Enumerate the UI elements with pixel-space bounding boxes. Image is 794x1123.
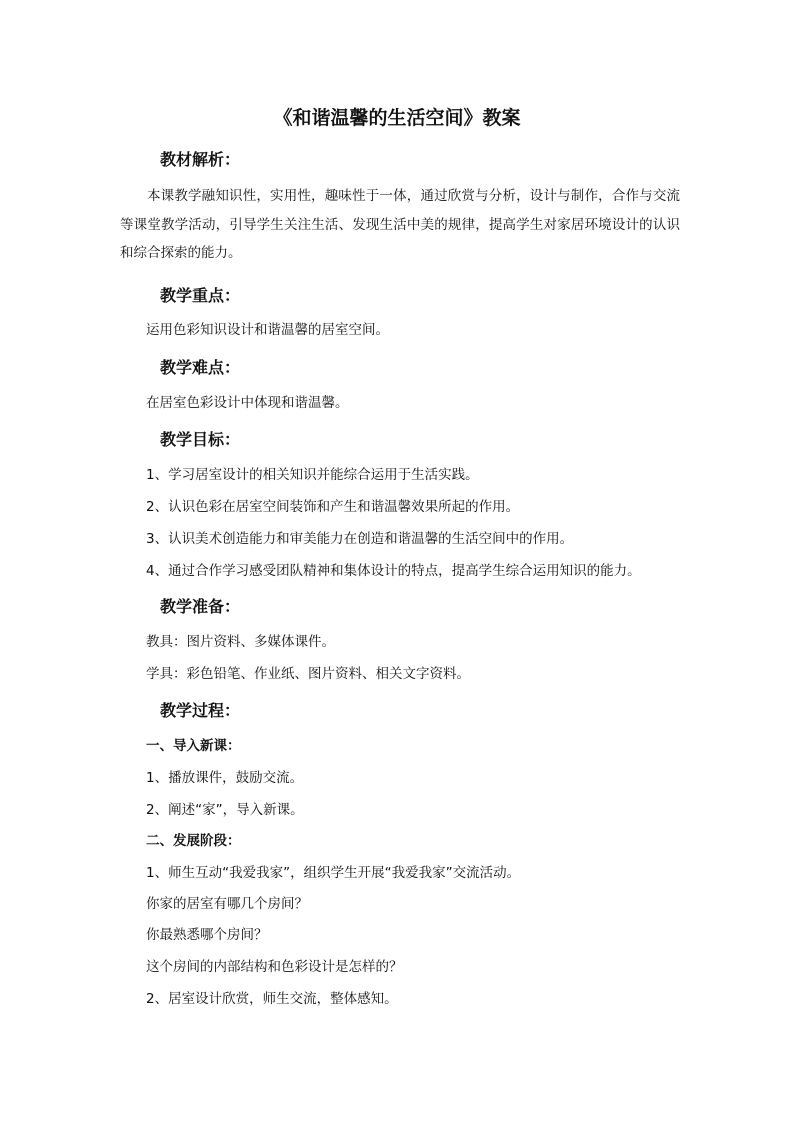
analysis-paragraph: 本课教学融知识性，实用性，趣味性于一体，通过欣赏与分析，设计与制作，合作与交流等课堂教学活动，引导学生关注生活、发现生活中美的规律，提高学生对家居环境设计的认识和综合探索的能力。 — [120, 188, 680, 261]
teacher-tools: 教具：图片资料、多媒体课件。 — [146, 634, 335, 650]
document-title: 《和谐温馨的生活空间》教案 — [273, 107, 521, 129]
section-title: 二、发展阶段： — [146, 833, 241, 849]
process-item: 1、播放课件，鼓励交流。 — [146, 770, 304, 786]
difficulty-text: 在居室色彩设计中体现和谐温馨。 — [146, 395, 349, 411]
preparation-heading: 教学准备： — [160, 597, 241, 616]
process-item: 2、居室设计欣赏，师生交流，整体感知。 — [146, 991, 398, 1007]
student-tools: 学具：彩色铅笔、作业纸、图片资料、相关文字资料。 — [146, 666, 470, 682]
key-point-heading: 教学重点： — [160, 286, 241, 305]
objective-item: 3、认识美术创造能力和审美能力在创造和谐温馨的生活空间中的作用。 — [146, 531, 574, 547]
analysis-heading: 教材解析： — [160, 150, 241, 169]
objective-item: 2、认识色彩在居室空间装饰和产生和谐温馨效果所起的作用。 — [146, 499, 520, 515]
difficulty-heading: 教学难点： — [160, 358, 241, 377]
key-point-text: 运用色彩知识设计和谐温馨的居室空间。 — [146, 322, 389, 338]
process-heading: 教学过程： — [160, 701, 241, 720]
objectives-heading: 教学目标： — [160, 430, 241, 449]
process-item: 2、阐述“家”，导入新课。 — [146, 802, 304, 818]
question-item: 你家的居室有哪几个房间？ — [146, 896, 308, 912]
process-item: 1、师生互动“我爱我家”，组织学生开展“我爱我家”交流活动。 — [146, 865, 521, 881]
question-item: 这个房间的内部结构和色彩设计是怎样的？ — [146, 959, 403, 975]
objective-item: 1、学习居室设计的相关知识并能综合运用于生活实践。 — [146, 467, 479, 483]
question-item: 你最熟悉哪个房间？ — [146, 927, 268, 943]
section-title: 一、导入新课： — [146, 738, 241, 754]
objective-item: 4、通过合作学习感受团队精神和集体设计的特点，提高学生综合运用知识的能力。 — [146, 563, 641, 579]
